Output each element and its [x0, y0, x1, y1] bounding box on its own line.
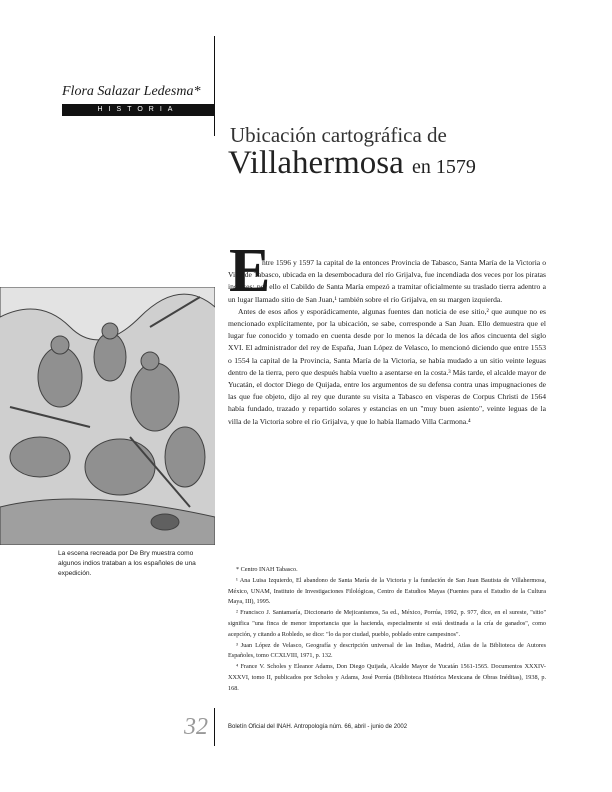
footnote-3: ³ Juan López de Velasco, Geografía y descripción universal de las Indias, Madrid, Atlas de la Biblioteca de Autores Españoles, tomo CCXLVIII, 1971, p. 132.	[228, 641, 546, 660]
engraving-art	[0, 287, 215, 545]
footnote-affiliation: * Centro INAH Tabasco.	[236, 566, 298, 573]
article-body	[228, 257, 546, 428]
vertical-rule-top	[214, 36, 215, 136]
journal-footer: Boletín Oficial del INAH. Antropología núm. 66, abril - junio de 2002	[228, 724, 408, 730]
paragraph-1: ntre 1596 y 1597 la capital de la entonces Provincia de Tabasco, Santa María de la Victoria o Villa de Tabasco, ubicada en la desembocadura del río Grijalva, fue incendiada dos veces por los piratas ingleses; por ello el Cabildo de Santa María empezó a tramitar oficialmente su traslado tierra adentro a un lugar llamado sitio de San Juan,¹ también sobre el río Grijalva, en su margen izquierda.	[228, 258, 546, 304]
drop-cap: E	[229, 237, 271, 305]
title-line-1: Ubicación cartográfica de	[230, 123, 447, 147]
page-number: 32	[184, 714, 208, 740]
vertical-rule-bottom	[214, 708, 215, 746]
paragraph-2: Antes de esos años y esporádicamente, algunas fuentes dan noticia de ese sitio,² que aunque no es mencionado explícitamente, por la ubicación, se sabe, corresponde a San Juan. Ello demuestra que el lugar fue conocido y tomado en cuenta desde por lo menos la década de los años cincuenta del siglo XVI. El administrador del rey de España, Juan López de Velasco, lo mencionó diciendo que entre 1553 o 1554 la capital de la Provincia, Santa María de la Victoria, se había mudado a un sitio veinte leguas dentro de la tierra, pero que después había vuelto a asentarse en la costa.³ Más tarde, el alcalde mayor de Yucatán, el doctor Diego de Quijada, entre los argumentos de su defensa contra unas impugnaciones de las que fue objeto, dijo al rey que durante su visita a Tabasco en vísperas de Corpus Christi de 1564 había fundado, trazado y repartido solares y estancias en un "muy buen asiento", veinte leguas de la villa de la Victoria sobre el río Grijalva, y que lo había llamado Villa Carmona.⁴	[228, 306, 546, 426]
footnote-2: ² Francisco J. Santamaría, Diccionario de Mejicanismos, 5a ed., México, Porrúa, 1992, p. 977, dice, en el sureste, "sitio" significa "una finca de menor importancia que la hacienda, especialmente si está destinada a la cría de ganados", como acepción, y citando a Robledo, se dice: "lo da por ciudad, pueblo, poblado entre campesinos".	[228, 609, 546, 638]
title-main: Villahermosa	[228, 145, 404, 181]
author-name: Flora Salazar Ledesma*	[62, 84, 201, 99]
section-bar: HISTORIA	[62, 104, 214, 116]
footnote-4: ⁴ France V. Scholes y Eleanor Adams, Don Diego Quijada, Alcalde Mayor de Yucatán 1561-1565. Documentos XXXIV-XXXVI, tomo II, publicados por Scholes y Adams, José Porrúa (Biblioteca Histórica Mexicana de Obras Inéditas), 1938, p. 168.	[228, 663, 546, 692]
title-year: en 1579	[412, 156, 476, 178]
footnote-1: ¹ Ana Luisa Izquierdo, El abandono de Santa María de la Victoria y la fundación de San Juan Bautista de Villahermosa, México, UNAM, Instituto de Investigaciones Filológicas, Centro de Estudios Mayas (Fuentes para el Estudio de la Cultura Maya, III), 1995.	[228, 576, 546, 606]
footnotes	[228, 565, 546, 695]
title-line-2	[228, 145, 476, 182]
engraving-illustration	[0, 287, 215, 545]
figure-caption: La escena recreada por De Bry muestra como algunos indios trataban a los españoles de una expedición.	[58, 550, 196, 577]
